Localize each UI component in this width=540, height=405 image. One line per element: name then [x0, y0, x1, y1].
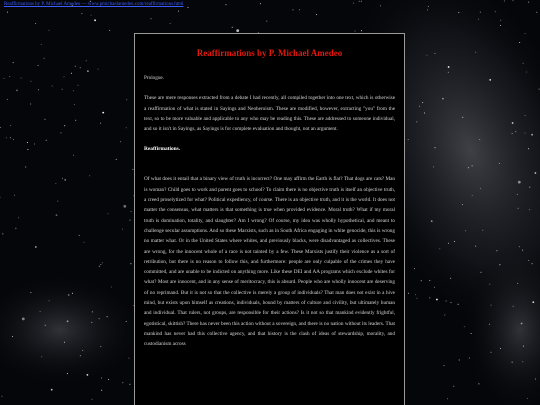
- star: [101, 390, 102, 391]
- star: [102, 112, 104, 114]
- star: [500, 348, 501, 349]
- star: [38, 89, 39, 90]
- star: [446, 301, 447, 302]
- star: [38, 65, 39, 66]
- star: [434, 287, 435, 288]
- star: [80, 355, 81, 356]
- star: [435, 147, 436, 148]
- star: [60, 132, 61, 133]
- star: [471, 333, 472, 334]
- star: [130, 263, 131, 264]
- star: [518, 208, 519, 209]
- star: [525, 33, 526, 34]
- star: [539, 89, 540, 90]
- star: [151, 18, 152, 19]
- star: [531, 134, 533, 136]
- star: [44, 58, 45, 59]
- star: [13, 62, 14, 63]
- star: [526, 72, 527, 73]
- star: [129, 384, 130, 385]
- star: [100, 123, 101, 124]
- star: [62, 89, 63, 90]
- star: [40, 311, 41, 312]
- prologue-paragraph: These are mere responses extracted from a debate I had recently, all compiled together into one text, which is otherwise a reaffirmation of what is stated in Sayings and Neoheroism. These are modified, however, extracting "you" from the text, so to be more valuable and applicable to any who may be reading this. These are addressed to someone individual, and so it isn't in Sayings, as Sayings is for complete evaluation and thought, not an argument.: [144, 95, 395, 133]
- star: [13, 139, 14, 140]
- star: [495, 11, 496, 12]
- star: [408, 139, 409, 140]
- star: [89, 175, 90, 176]
- star: [517, 194, 518, 195]
- star: [536, 12, 537, 13]
- star: [73, 155, 74, 156]
- star: [408, 293, 409, 294]
- star: [74, 104, 75, 105]
- star: [64, 179, 66, 181]
- star: [475, 246, 476, 247]
- star: [99, 266, 100, 267]
- star: [532, 263, 533, 264]
- star: [532, 301, 534, 303]
- star: [99, 318, 100, 319]
- star: [91, 322, 92, 323]
- star: [34, 144, 35, 145]
- star: [56, 214, 58, 216]
- star: [102, 262, 103, 263]
- star: [131, 211, 132, 212]
- star: [535, 379, 536, 380]
- star: [126, 321, 127, 322]
- star: [188, 7, 189, 8]
- star: [439, 248, 440, 249]
- star: [482, 230, 483, 231]
- star: [35, 23, 36, 24]
- star: [27, 149, 28, 150]
- star: [428, 6, 429, 7]
- star: [361, 30, 362, 31]
- star: [447, 398, 448, 399]
- star: [79, 235, 80, 236]
- star: [68, 294, 70, 296]
- star: [528, 260, 529, 261]
- star: [434, 53, 435, 54]
- star: [522, 250, 523, 251]
- star: [525, 133, 526, 134]
- star: [429, 297, 430, 298]
- star: [451, 302, 452, 303]
- star: [528, 148, 529, 149]
- star: [472, 165, 473, 166]
- star: [101, 378, 102, 379]
- star: [45, 119, 46, 120]
- star: [236, 29, 239, 32]
- star: [512, 133, 513, 134]
- star: [9, 76, 10, 77]
- star: [458, 304, 459, 305]
- star: [21, 78, 22, 79]
- star: [416, 298, 417, 299]
- star: [478, 19, 479, 20]
- star: [86, 60, 87, 61]
- star: [226, 4, 227, 5]
- star: [468, 167, 469, 168]
- star: [123, 205, 126, 208]
- star: [18, 217, 19, 218]
- star: [448, 243, 449, 244]
- star: [92, 399, 93, 400]
- star: [41, 44, 42, 45]
- star: [122, 229, 123, 230]
- star: [491, 352, 492, 353]
- star: [450, 278, 451, 279]
- star: [128, 358, 129, 359]
- prologue-label: Prologue.: [144, 75, 165, 81]
- star: [433, 166, 434, 167]
- star: [82, 350, 83, 351]
- star: [431, 220, 433, 222]
- star: [2, 396, 3, 397]
- star: [98, 69, 99, 70]
- star: [10, 137, 11, 138]
- star: [529, 209, 530, 210]
- star: [489, 79, 491, 81]
- star: [67, 320, 69, 322]
- star: [78, 85, 79, 86]
- star: [500, 20, 501, 21]
- star: [16, 90, 18, 92]
- star: [83, 242, 84, 243]
- star: [419, 106, 420, 107]
- star: [519, 42, 520, 43]
- star: [293, 9, 294, 10]
- star: [462, 117, 463, 118]
- star: [499, 264, 500, 265]
- star: [442, 98, 444, 100]
- star: [444, 365, 445, 366]
- star: [421, 280, 422, 281]
- star: [491, 305, 492, 306]
- star: [67, 373, 68, 374]
- star: [75, 66, 76, 67]
- section-heading: Reaffirmations.: [144, 146, 181, 153]
- star: [10, 125, 11, 126]
- star: [111, 287, 112, 288]
- star: [71, 73, 72, 74]
- star: [122, 382, 123, 383]
- star: [108, 379, 109, 380]
- star: [6, 137, 7, 138]
- star: [107, 316, 108, 317]
- star: [512, 122, 514, 124]
- star: [7, 12, 8, 13]
- star: [525, 115, 526, 116]
- star: [3, 78, 4, 79]
- star: [7, 99, 8, 100]
- star: [170, 23, 171, 24]
- star: [480, 12, 481, 13]
- star: [521, 323, 523, 325]
- star: [30, 81, 31, 82]
- star: [380, 5, 381, 6]
- star: [415, 294, 416, 295]
- star: [529, 187, 530, 188]
- star: [100, 346, 101, 347]
- star: [424, 113, 425, 114]
- star: [316, 14, 317, 15]
- star: [41, 356, 42, 357]
- star: [94, 19, 96, 21]
- star: [109, 30, 110, 31]
- star: [130, 220, 131, 221]
- star: [178, 11, 179, 12]
- star: [355, 31, 356, 32]
- star: [523, 346, 524, 347]
- star: [15, 228, 16, 229]
- star: [512, 362, 513, 363]
- star: [55, 183, 56, 184]
- star: [64, 125, 65, 126]
- star: [14, 195, 15, 196]
- star: [429, 280, 430, 281]
- star: [489, 284, 490, 285]
- star: [475, 52, 476, 53]
- star: [80, 67, 81, 68]
- star: [126, 127, 127, 128]
- star: [513, 306, 514, 307]
- star: [523, 63, 524, 64]
- star: [108, 213, 109, 214]
- star: [481, 272, 482, 273]
- star: [30, 292, 31, 293]
- star: [535, 172, 537, 174]
- star: [465, 230, 466, 231]
- star: [427, 9, 428, 10]
- star: [459, 360, 460, 361]
- star: [27, 142, 28, 143]
- star: [35, 246, 37, 248]
- star: [517, 283, 518, 284]
- star: [73, 90, 74, 91]
- page-title: Reaffirmations by P. Michael Amedeo: [196, 48, 343, 58]
- star: [504, 1, 505, 2]
- star: [513, 0, 514, 1]
- star: [462, 204, 463, 205]
- star: [30, 104, 31, 105]
- star: [353, 3, 354, 4]
- star: [92, 311, 93, 312]
- star: [436, 299, 438, 301]
- star: [299, 9, 300, 10]
- star: [478, 383, 479, 384]
- star: [52, 86, 53, 87]
- star: [75, 120, 76, 121]
- star: [444, 315, 445, 316]
- star: [519, 246, 520, 247]
- star: [12, 336, 13, 337]
- star: [232, 27, 233, 28]
- star: [361, 1, 362, 2]
- star: [416, 121, 417, 122]
- star: [81, 13, 82, 14]
- star: [518, 181, 521, 184]
- star: [91, 15, 92, 16]
- star: [499, 163, 500, 164]
- star: [422, 102, 423, 103]
- star: [22, 318, 25, 321]
- star: [448, 72, 449, 73]
- star: [515, 131, 516, 132]
- star: [426, 55, 427, 56]
- star: [528, 2, 529, 3]
- star: [57, 201, 58, 202]
- star: [453, 386, 454, 387]
- star: [359, 1, 360, 2]
- top-page-link[interactable]: Reaffirmations by P. Michael Amedeo — www.pmichaelamedeo.com/reaffirmations.html: [4, 2, 184, 7]
- star: [87, 374, 89, 376]
- star: [489, 324, 490, 325]
- star: [116, 159, 117, 160]
- star: [45, 325, 46, 326]
- star: [260, 3, 261, 4]
- star: [266, 21, 267, 22]
- star: [87, 70, 89, 72]
- star: [479, 139, 480, 140]
- star: [496, 250, 497, 251]
- star: [472, 195, 473, 196]
- star: [49, 300, 50, 301]
- star: [522, 361, 523, 362]
- star: [72, 293, 73, 294]
- star: [480, 188, 481, 189]
- star: [64, 76, 65, 77]
- star: [527, 398, 528, 399]
- star: [464, 326, 465, 327]
- star: [500, 25, 501, 26]
- star: [62, 178, 63, 179]
- star: [120, 141, 121, 142]
- star: [126, 99, 127, 100]
- star: [414, 268, 415, 269]
- star: [48, 30, 49, 31]
- star: [100, 264, 101, 265]
- star: [458, 12, 459, 13]
- star: [51, 389, 53, 391]
- star: [448, 66, 450, 68]
- star: [454, 241, 455, 242]
- star: [46, 140, 47, 141]
- star: [64, 342, 65, 343]
- star: [25, 167, 26, 168]
- star: [469, 358, 470, 359]
- body-paragraph: Of what does it entail that a binary view of truth is incorrect? One may affirm the Earth is flat? That dogs are cats? Man is woman? Child goes to work and parent goes to school? To claim there is no objective truth is itself an objective truth, a creed proselytized for what? Political expediency, of course. There is an objective truth, and it is the world. It does not matter the consensus, what matters is that something is true when provided evidence. Moral truth? What if my moral truth is domination, totality, and slaughter? Am I wrong? Of course, my idea was wholly hypothetical, and meant to challenge secular assumptions. And so these Marxists, such as in South Africa engaging in white genocide, this is wrong no matter what. Or in the United States where whites, and previously blacks, were disadvantaged as collectives. These are wrong, for the innocent whole of a race is not tainted by a few. These Marxists justify their violence as a sort of retribution, but there is no reason to follow this, and furthermore: people are only culpable of the crimes they have committed, and are unable to be indicted on anything more. Like these DEI and AA programs which exclude whites for what? Most are innocent, and in any sense of meritocracy, this is absurd. People who are wholly innocent are deserving of no reprimand. But it is not so that the collective is merely a group of individuals? That man does not exist in a hive mind, but exists upon himself as creations, individuals, bound by matters of culture and civility, but ultimately human and individual. That rulers, not groups, are responsible for their actions? Is it not so that mankind evidently frightful, egotistical, skittish? There has never been this action without a sovereign, and there is no nation without its leaders. That mankind has never had this collective agency, and that history is the clash of ideas of stewardship, morality, and custodianism across: [144, 176, 395, 348]
- star: [2, 233, 3, 234]
- article-panel: [134, 33, 405, 405]
